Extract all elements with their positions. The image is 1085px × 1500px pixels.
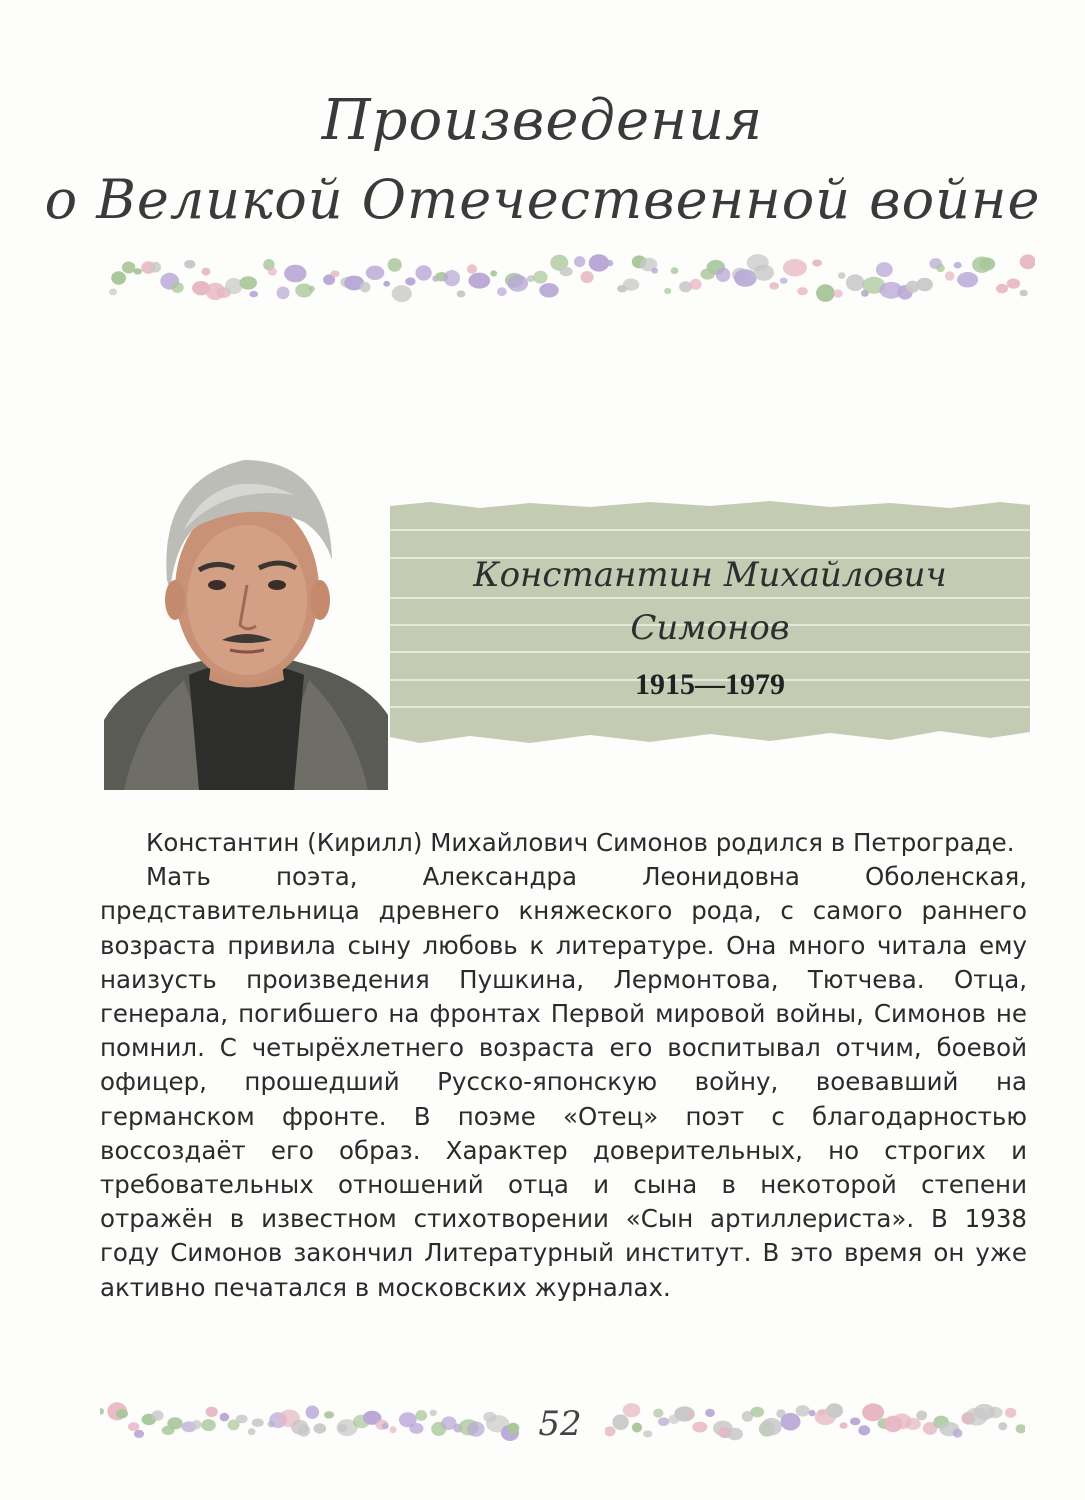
decorative-dot: [405, 277, 415, 285]
decorative-dot: [846, 274, 864, 291]
decorative-dot: [201, 1419, 215, 1431]
decorative-dot: [716, 268, 731, 282]
decorative-dot: [467, 1421, 485, 1436]
decorative-dot: [490, 270, 497, 276]
decorative-dot: [606, 260, 613, 266]
decorative-dot: [236, 1415, 248, 1424]
decorative-dot: [467, 264, 477, 274]
decorative-dot: [812, 260, 822, 267]
decorative-dot: [816, 284, 835, 302]
decorative-dot: [202, 268, 211, 276]
decorative-dot: [206, 1407, 218, 1417]
decorative-dot: [754, 265, 774, 281]
decorative-dot: [979, 258, 995, 271]
decorative-dot: [416, 265, 432, 280]
decorative-dots-bottom-left: [100, 1400, 520, 1444]
decorative-dot: [388, 258, 402, 272]
decorative-dot: [314, 1423, 327, 1433]
decorative-dot: [664, 288, 671, 294]
decorative-dot: [192, 1420, 202, 1429]
decorative-dot: [507, 275, 528, 292]
decorative-dot: [996, 284, 1008, 294]
decorative-dot: [392, 285, 412, 302]
decorative-dot: [277, 287, 290, 300]
decorative-dot: [916, 1410, 927, 1420]
decorative-dot: [858, 1425, 870, 1435]
author-name-line-2: Симонов: [630, 608, 790, 648]
decorative-dot: [957, 272, 978, 287]
decorative-dot: [998, 1422, 1007, 1430]
decorative-dot: [692, 1422, 707, 1433]
decorative-dot: [309, 286, 315, 292]
decorative-dot: [167, 1417, 182, 1429]
decorative-dot: [248, 1428, 256, 1435]
decorative-dots-top: [105, 248, 1035, 308]
page-title-line-1: Произведения: [321, 88, 764, 153]
decorative-dot: [623, 1403, 641, 1417]
author-biography: [100, 826, 1027, 1305]
decorative-dot: [171, 282, 183, 293]
decorative-dot: [415, 1410, 427, 1421]
decorative-dot: [249, 291, 258, 297]
decorative-dot: [533, 271, 547, 284]
decorative-dot: [382, 1423, 389, 1430]
decorative-dot: [497, 287, 507, 296]
decorative-dot: [690, 279, 702, 290]
decorative-dot: [643, 1430, 652, 1437]
decorative-dot: [430, 1410, 437, 1416]
author-portrait: [104, 440, 388, 790]
decorative-dot: [116, 1409, 128, 1418]
decorative-dot: [953, 1429, 962, 1438]
decorative-dot: [152, 1410, 164, 1420]
decorative-dot: [797, 287, 808, 295]
decorative-dot: [109, 289, 117, 296]
decorative-dot: [727, 1428, 743, 1440]
decorative-dot: [330, 270, 339, 277]
decorative-dot: [468, 273, 490, 289]
decorative-dot: [605, 1426, 616, 1436]
decorative-dot: [1016, 1424, 1026, 1433]
bio-paragraph-1: Константин (Кирилл) Михайлович Симонов родился в Петрограде.: [146, 828, 1015, 857]
decorative-dot: [734, 269, 757, 287]
decorative-dots-bottom-right: [605, 1400, 1025, 1444]
decorative-dot: [838, 272, 846, 279]
decorative-dot: [220, 1413, 229, 1422]
decorative-dot: [298, 1425, 311, 1437]
author-life-years: 1915—1979: [635, 668, 785, 701]
decorative-dot: [876, 262, 893, 277]
decorative-dot: [574, 256, 585, 267]
decorative-dot: [916, 278, 933, 292]
decorative-dot: [783, 259, 807, 276]
decorative-dot: [252, 1418, 264, 1427]
decorative-dot: [769, 282, 779, 289]
decorative-dot: [284, 265, 306, 283]
decorative-dot: [268, 268, 277, 276]
decorative-dot: [850, 1418, 860, 1426]
decorative-dot: [133, 268, 142, 274]
decorative-dot: [150, 262, 161, 273]
decorative-dot: [383, 281, 390, 287]
decorative-dot: [705, 1409, 715, 1417]
decorative-dot: [507, 1423, 519, 1434]
decorative-dot: [111, 271, 126, 284]
decorative-dot: [409, 1423, 423, 1434]
decorative-dot: [539, 283, 559, 297]
decorative-dot: [1020, 290, 1028, 297]
author-name-line-1: Константин Михайлович: [473, 555, 947, 595]
decorative-dot: [612, 1414, 628, 1430]
decorative-dot: [862, 1403, 884, 1421]
decorative-dot: [366, 266, 385, 280]
decorative-dot: [589, 254, 609, 271]
decorative-dot: [651, 268, 658, 274]
decorative-dot: [653, 1409, 663, 1418]
decorative-dot: [632, 1423, 642, 1433]
decorative-dot: [559, 267, 572, 277]
decorative-dot: [796, 1405, 810, 1416]
decorative-dot: [581, 271, 594, 283]
decorative-dot: [134, 1430, 144, 1438]
decorative-dot: [936, 264, 945, 272]
decorative-dot: [840, 1422, 848, 1429]
page-number: 52: [538, 1404, 582, 1444]
decorative-dot: [100, 1408, 104, 1414]
decorative-dot: [761, 1418, 782, 1436]
decorative-dot: [324, 1411, 334, 1418]
decorative-dot: [360, 282, 371, 293]
decorative-dot: [1007, 279, 1021, 289]
decorative-dot: [833, 290, 843, 298]
decorative-dot: [987, 1407, 1002, 1418]
decorative-dot: [225, 278, 243, 294]
decorative-dot: [1020, 254, 1035, 269]
decorative-dot: [671, 267, 679, 274]
decorative-dot: [780, 278, 788, 284]
decorative-dot: [184, 260, 195, 269]
decorative-dot: [457, 290, 466, 297]
decorative-dot: [623, 279, 639, 291]
decorative-dot: [686, 1411, 693, 1417]
page-title-line-2: о Великой Отечественной войне: [44, 168, 1041, 231]
decorative-dot: [750, 1407, 764, 1418]
decorative-dot: [122, 262, 135, 274]
decorative-dot: [306, 1406, 320, 1419]
decorative-dot: [239, 276, 257, 289]
decorative-dot: [444, 270, 461, 286]
decorative-dot: [945, 271, 955, 280]
decorative-dot: [658, 1417, 669, 1426]
bio-paragraph-2: Мать поэта, Александра Леонидовна Оболенская, представительница древнего княжеского рода, с самого раннего возраста привила сыну любовь к литературе. Она много читала ему наизусть произведения Пушкина, Лермонтова, Тютчева. Отца, генерала, погибшего на фронтах Первой мировой войны, Симонов не помнил. С четырёхлетнего возраста его воспитывал отчим, боевой офицер, прошедший Русско-японскую войну, воевавший на германском фронте. В поэме «Отец» поэт с благодарностью воссоздаёт его образ. Характер доверительных, но строгих и требовательных отношений отца и сына в некоторой степени отражён в известном стихотворении «Сын артиллериста». В 1938 году Симонов закончил Литературный институт. В это время он уже активно печатался в московских журналах.: [100, 862, 1027, 1302]
decorative-dot: [781, 1413, 801, 1431]
decorative-dot: [905, 1418, 921, 1430]
decorative-dot: [954, 262, 962, 269]
decorative-dot: [1005, 1408, 1016, 1418]
decorative-dot: [128, 1422, 139, 1431]
decorative-dot: [809, 1410, 816, 1416]
decorative-dot: [390, 1426, 397, 1433]
decorative-dot: [826, 1403, 843, 1418]
